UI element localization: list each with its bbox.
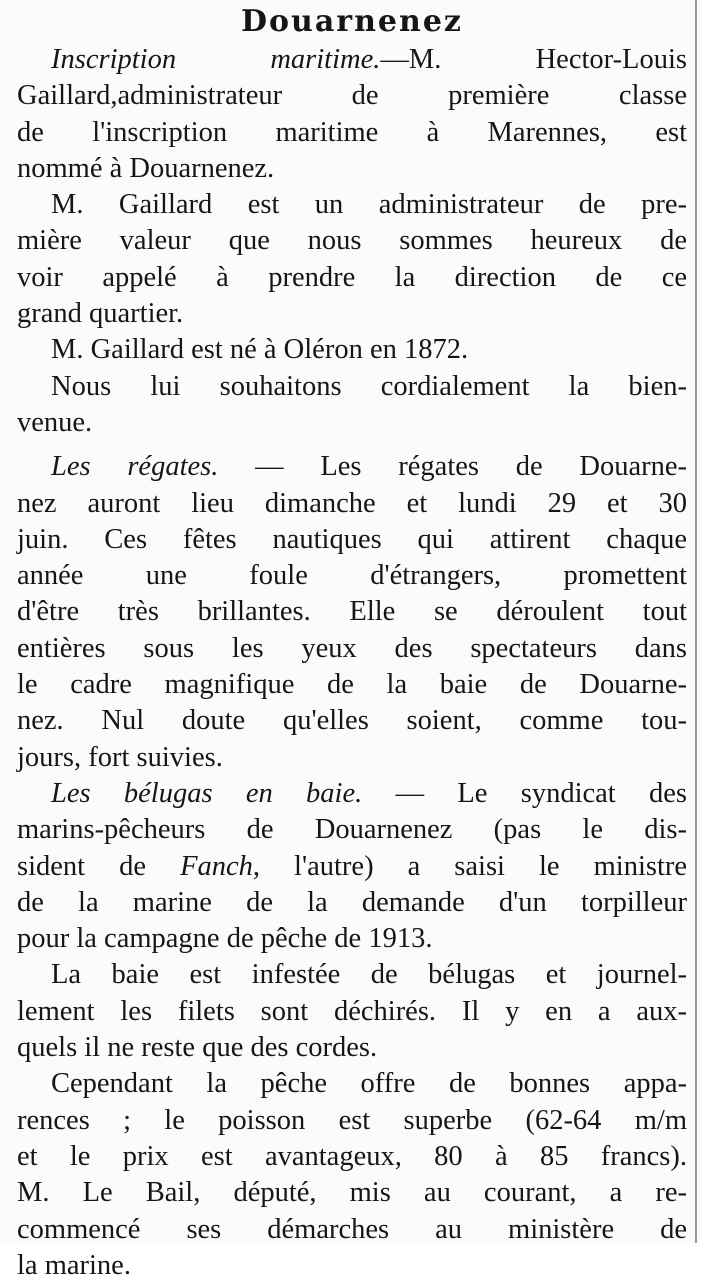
text-line: de l'inscription maritime à Marennes, est bbox=[17, 116, 687, 148]
section-les-regates bbox=[17, 449, 687, 776]
article-title: Douarnenez bbox=[241, 4, 463, 39]
text-line bbox=[17, 449, 687, 485]
text-line: Cependant la pêche offre de bonnes appa- bbox=[51, 1068, 687, 1100]
text-line: nez auront lieu dimanche et lundi 29 et 30 bbox=[17, 487, 687, 519]
text-line: pour la campagne de pêche de 1913. bbox=[17, 923, 433, 955]
text-line bbox=[17, 849, 687, 885]
text-line: M. Gaillard est un administrateur de pre- bbox=[51, 189, 687, 221]
paragraph-gap bbox=[17, 441, 687, 449]
text-line: mière valeur que nous sommes heureux de bbox=[17, 225, 687, 257]
text-fragment: — Les régates de Douarne- bbox=[255, 451, 687, 483]
text-line: entières sous les yeux des spectateurs dans bbox=[17, 632, 687, 664]
text-line bbox=[17, 42, 687, 78]
text-line: année une foule d'étrangers, promettent bbox=[17, 560, 687, 592]
text-line: venue. bbox=[17, 406, 93, 438]
text-line: marins-pêcheurs de Douarnenez (pas le dis- bbox=[17, 814, 687, 846]
section-heading: Les régates. bbox=[51, 451, 219, 483]
text-line: nez. Nul doute qu'elles soient, comme tou- bbox=[17, 705, 687, 737]
text-line: juin. Ces fêtes nautiques qui attirent chaque bbox=[17, 523, 687, 555]
text-line: voir appelé à prendre la direction de ce bbox=[17, 261, 687, 293]
text-line: de la marine de la demande d'un torpilleur bbox=[17, 886, 687, 918]
text-fragment: —M. Hector-Louis bbox=[380, 44, 687, 75]
text-line: le cadre magnifique de la baie de Douarne- bbox=[17, 669, 687, 701]
text-line: quels il ne reste que des cordes. bbox=[17, 1032, 378, 1064]
section-inscription-maritime bbox=[17, 42, 687, 441]
column-rule bbox=[695, 0, 697, 1243]
text-line: nommé à Douarnenez. bbox=[17, 152, 275, 184]
text-line: d'être très brillantes. Elle se déroulent tout bbox=[17, 596, 687, 628]
text-line: Nous lui souhaitons cordialement la bien- bbox=[51, 370, 687, 402]
text-line: M. Gaillard est né à Oléron en 1872. bbox=[51, 334, 469, 366]
section-heading: Inscription maritime. bbox=[51, 44, 381, 75]
text-line bbox=[17, 776, 687, 812]
section-les-belugas bbox=[17, 776, 687, 1284]
italic-name: Fanch bbox=[180, 850, 253, 882]
text-line: Gaillard,administrateur de première classe bbox=[17, 80, 687, 112]
text-fragment: sident de bbox=[17, 850, 147, 882]
text-line: la marine. bbox=[17, 1249, 131, 1281]
text-line: et le prix est avantageux, 80 à 85 francs). bbox=[17, 1140, 687, 1172]
text-line: lement les filets sont déchirés. Il y en a aux- bbox=[17, 995, 687, 1027]
section-heading: Les bélugas en baie. bbox=[51, 777, 363, 809]
text-line: La baie est infestée de bélugas et journel- bbox=[51, 959, 687, 991]
text-line: jours, fort suivies. bbox=[17, 741, 223, 773]
text-fragment: — Le syndicat des bbox=[395, 777, 688, 809]
text-fragment: , l'autre) a saisi le ministre bbox=[252, 850, 688, 882]
text-line: grand quartier. bbox=[17, 298, 184, 330]
text-line: M. Le Bail, député, mis au courant, a re- bbox=[17, 1177, 687, 1209]
text-line: rences ; le poisson est superbe (62-64 m/m bbox=[17, 1104, 687, 1136]
text-line: commencé ses démarches au ministère de bbox=[17, 1213, 687, 1245]
article-column bbox=[17, 4, 687, 1284]
